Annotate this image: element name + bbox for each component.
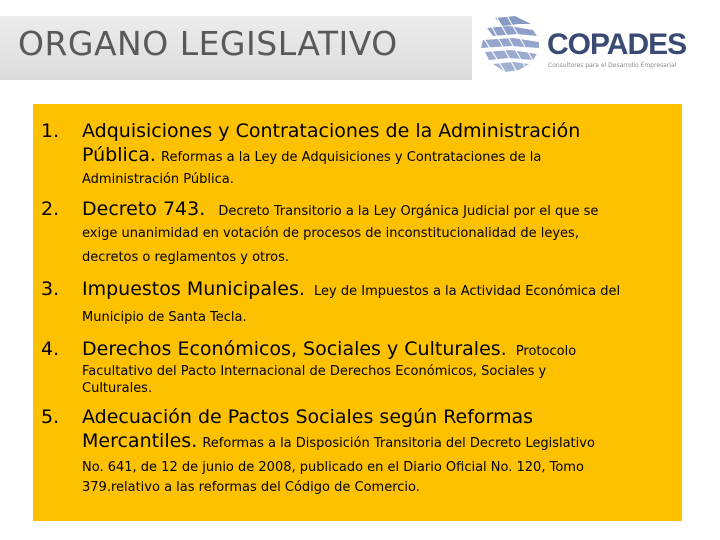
item-description-line: Municipio de Santa Tecla. — [82, 310, 247, 325]
logo-wordmark: COPADES — [547, 28, 687, 61]
item-description-line: Facultativo del Pacto Internacional de Derechos Económicos, Sociales y — [82, 364, 547, 379]
item-heading: Derechos Económicos, Sociales y Culturales. — [82, 338, 507, 360]
item-number: 1. — [41, 120, 60, 142]
item-heading-line2: Pública. — [82, 144, 156, 166]
item-heading-row — [82, 278, 620, 300]
item-heading: Adquisiciones y Contrataciones de la Administración — [82, 120, 581, 142]
content-panel — [33, 104, 682, 521]
item-heading: Impuestos Municipales. — [82, 278, 305, 300]
item-description-line: No. 641, de 12 de junio de 2008, publicado en el Diario Oficial No. 120, Tomo — [82, 460, 584, 475]
copades-logo — [475, 12, 710, 74]
item-heading-cont — [82, 430, 595, 452]
item-heading: Decreto 743. — [82, 198, 206, 220]
item-heading-row — [82, 198, 598, 220]
item-description-line: Culturales. — [82, 381, 153, 396]
logo-tagline: Consultores para el Desarrollo Empresarial — [548, 62, 677, 69]
item-number: 5. — [41, 406, 60, 428]
item-description: Reformas a la Ley de Adquisiciones y Contrataciones de la — [161, 150, 542, 165]
item-heading-cont — [82, 144, 541, 166]
item-description: Reformas a la Disposición Transitoria del Decreto Legislativo — [202, 436, 595, 451]
item-description-line: decretos o reglamentos y otros. — [82, 250, 290, 265]
item-description: Ley de Impuestos a la Actividad Económica del — [314, 284, 621, 299]
item-number: 4. — [41, 338, 60, 360]
item-number: 2. — [41, 198, 60, 220]
item-description-line: Administración Pública. — [82, 172, 234, 187]
item-description-line: exige unanimidad en votación de procesos de inconstitucionalidad de leyes, — [82, 226, 579, 241]
copades-globe-icon — [475, 14, 543, 74]
item-number: 3. — [41, 278, 60, 300]
page-title: ORGANO LEGISLATIVO — [18, 24, 398, 63]
item-description-line: 379.relativo a las reformas del Código de Comercio. — [82, 480, 420, 495]
item-heading-line2: Mercantiles. — [82, 430, 198, 452]
item-description: Protocolo — [515, 344, 577, 359]
item-description: Decreto Transitorio a la Ley Orgánica Judicial por el que se — [218, 204, 599, 219]
item-heading: Adecuación de Pactos Sociales según Reformas — [82, 406, 534, 428]
item-heading-row — [82, 338, 576, 360]
